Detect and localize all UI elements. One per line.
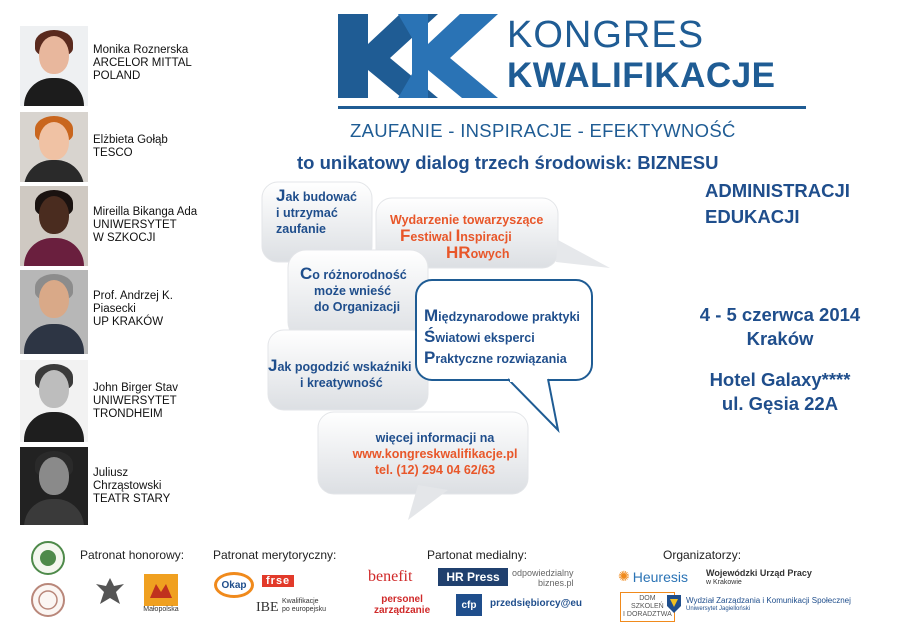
frse-logo: frse [262, 574, 294, 588]
slogan: ZAUFANIE - INSPIRACJE - EFEKTYWNOŚĆ [350, 120, 736, 141]
dialog-intro: to unikatowy dialog trzech środowisk: BIZNESU [297, 152, 719, 173]
speaker-photo [20, 26, 88, 106]
logo-title-kwalifikacje: KWALIFIKACJE [507, 56, 776, 95]
speaker-org: UNIWERSYTET [93, 219, 177, 231]
environment-administracji: ADMINISTRACJI [705, 180, 850, 201]
kk-logo-icon [338, 14, 498, 98]
event-date: 4 - 5 czerwca 2014 [699, 304, 861, 325]
university-seal-icon [30, 582, 66, 618]
bubble-trust: Jak budować i utrzymać zaufanie [276, 186, 358, 236]
speaker-name: Monika Roznerska [93, 44, 189, 56]
organizatorzy-label: Organizatorzy: [663, 548, 742, 562]
university-crest-icon [666, 594, 682, 614]
malopolska-label: Małopolska [143, 606, 179, 613]
speaker-name: Mireilla Bikanga Ada [93, 206, 198, 218]
speaker-org: TRONDHEIM [93, 408, 163, 420]
okap-logo: Okap [214, 572, 254, 598]
cfp-logo: cfp [456, 594, 482, 616]
personel-zarzadzanie-logo: personel zarządzanie [374, 594, 431, 616]
phone-number: tel. (12) 294 04 62/63 [374, 463, 496, 477]
speaker-org: POLAND [93, 70, 141, 82]
eagle-emblem-icon [92, 574, 128, 610]
speaker-1 [20, 26, 250, 106]
wup-logo: Wojewódzki Urząd Pracy w Krakowie [706, 568, 812, 586]
speaker-6 [20, 447, 250, 527]
speaker-5 [20, 360, 250, 440]
speaker-photo [20, 186, 88, 266]
speaker-photo [20, 360, 88, 442]
malopolska-icon [148, 580, 174, 600]
speaker-photo [20, 112, 88, 182]
patronat-honorowy-label: Patronat honorowy: [80, 548, 185, 562]
speaker-photo [20, 270, 88, 354]
event-street: ul. Gęsia 22A [721, 393, 839, 414]
bubble-contact: więcej informacji na www.kongreskwalifikacje.pl tel. (12) 294 04 62/63 [340, 430, 530, 478]
sun-icon: ✺ [618, 568, 630, 584]
website-link[interactable]: www.kongreskwalifikacje.pl [352, 447, 518, 461]
speaker-3 [20, 186, 250, 266]
speaker-org: Chrząstowski [93, 480, 162, 492]
bubble-international: Międzynarodowe praktyki Światowi eksperci Praktyczne rozwiązania [424, 306, 580, 367]
bubble-festival: Wydarzenie towarzyszące Festiwal Inspiracji HRowych [390, 213, 544, 262]
speaker-name: Juliusz [93, 467, 129, 479]
seal-logo-icon [30, 540, 66, 576]
wzks-logo: Wydział Zarządzania i Komunikacji Społecznej Uniwersytet Jagielloński [686, 596, 851, 612]
bubble-kpi: Jak pogodzić wskaźniki i kreatywność [268, 356, 412, 390]
kwalifikacje-logo: Kwalifikacje po europejsku [282, 598, 326, 613]
dom-szkolen-logo: DOM SZKOLEŃ I DORADZTWA [620, 592, 675, 622]
speaker-name: Elżbieta Gołąb [93, 134, 168, 146]
speaker-photo [20, 447, 88, 525]
speaker-org: W SZKOCJI [93, 232, 156, 244]
speaker-org: UNIWERSYTET [93, 395, 177, 407]
przedsiebiorcy-logo: przedsiębiorcy@eu [490, 598, 583, 609]
patronat-merytoryczny-label: Patronat merytoryczny: [213, 548, 337, 562]
speaker-org: Piasecki [93, 303, 136, 315]
environment-edukacji: EDUKACJI [705, 206, 800, 227]
benefit-logo: benefit [368, 568, 413, 585]
patronat-medialny-label: Partonat medialny: [427, 548, 528, 562]
speaker-name: Prof. Andrzej K. [93, 290, 173, 302]
logo-divider [338, 106, 806, 109]
speech-bubbles [258, 180, 638, 540]
speaker-4 [20, 270, 250, 350]
bubble-diversity: Co różnorodność może wnieść do Organizacji [300, 264, 407, 314]
ibe-logo: IBE [256, 600, 279, 615]
speaker-org: UP KRAKÓW [93, 316, 164, 328]
speaker-2 [20, 112, 250, 192]
speaker-org: TEATR STARY [93, 493, 171, 505]
event-city: Kraków [746, 328, 814, 349]
odpowiedzialny-biznes-logo: odpowiedzialny biznes.pl [512, 568, 574, 588]
heuresis-logo: ✺ Heuresis [618, 568, 688, 585]
event-hotel: Hotel Galaxy**** [709, 369, 851, 390]
speaker-org: TESCO [93, 147, 133, 159]
hr-press-logo: HR Press [438, 568, 508, 586]
logo-title-kongres: KONGRES [507, 14, 705, 56]
malopolska-logo [144, 574, 178, 606]
speaker-org: ARCELOR MITTAL [93, 57, 192, 69]
speaker-name: John Birger Stav [93, 382, 179, 394]
